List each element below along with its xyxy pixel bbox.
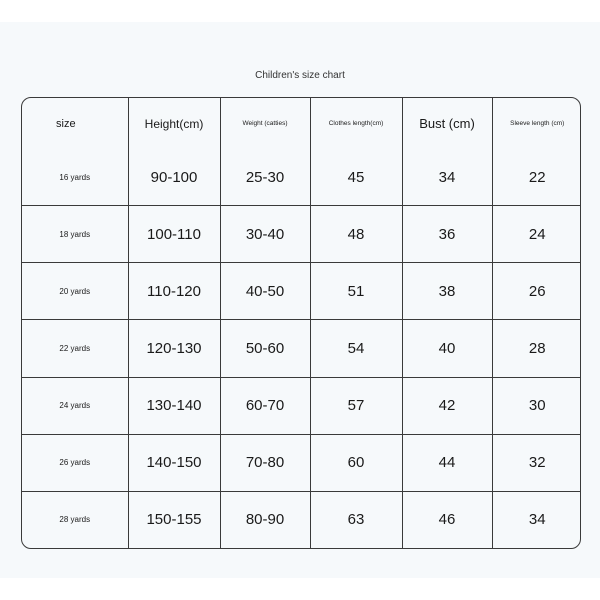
cell-bust: 34 xyxy=(402,149,492,206)
cell-height: 150-155 xyxy=(128,491,220,548)
table-row xyxy=(22,206,581,263)
cell-sleeve-length: 28 xyxy=(492,320,581,377)
cell-clothes-length: 48 xyxy=(310,206,402,263)
cell-sleeve-length: 34 xyxy=(492,491,581,548)
table-row xyxy=(22,491,581,548)
size-table-frame xyxy=(21,97,581,549)
cell-weight: 70-80 xyxy=(220,434,310,491)
table-row xyxy=(22,434,581,491)
cell-size: 22 yards xyxy=(22,320,128,377)
cell-weight: 80-90 xyxy=(220,491,310,548)
cell-size: 18 yards xyxy=(22,206,128,263)
cell-weight: 25-30 xyxy=(220,149,310,206)
cell-sleeve-length: 30 xyxy=(492,377,581,434)
cell-height: 90-100 xyxy=(128,149,220,206)
header-height: Height(cm) xyxy=(128,98,220,149)
cell-weight: 40-50 xyxy=(220,263,310,320)
cell-bust: 46 xyxy=(402,491,492,548)
cell-height: 140-150 xyxy=(128,434,220,491)
cell-sleeve-length: 22 xyxy=(492,149,581,206)
cell-clothes-length: 60 xyxy=(310,434,402,491)
cell-height: 110-120 xyxy=(128,263,220,320)
header-weight: Weight (catties) xyxy=(220,98,310,149)
size-table xyxy=(22,98,581,548)
cell-clothes-length: 57 xyxy=(310,377,402,434)
header-bust: Bust (cm) xyxy=(402,98,492,149)
cell-height: 130-140 xyxy=(128,377,220,434)
cell-clothes-length: 45 xyxy=(310,149,402,206)
header-sleeve-length: Sleeve length (cm) xyxy=(492,98,581,149)
cell-height: 120-130 xyxy=(128,320,220,377)
cell-bust: 40 xyxy=(402,320,492,377)
cell-size: 16 yards xyxy=(22,149,128,206)
cell-size: 26 yards xyxy=(22,434,128,491)
cell-height: 100-110 xyxy=(128,206,220,263)
table-row xyxy=(22,377,581,434)
table-row xyxy=(22,263,581,320)
cell-sleeve-length: 32 xyxy=(492,434,581,491)
chart-title: Children's size chart xyxy=(255,70,345,81)
header-row xyxy=(22,98,581,149)
cell-weight: 60-70 xyxy=(220,377,310,434)
cell-bust: 42 xyxy=(402,377,492,434)
cell-bust: 36 xyxy=(402,206,492,263)
table-row xyxy=(22,149,581,206)
header-clothes-length: Clothes length(cm) xyxy=(310,98,402,149)
cell-clothes-length: 54 xyxy=(310,320,402,377)
cell-sleeve-length: 26 xyxy=(492,263,581,320)
cell-sleeve-length: 24 xyxy=(492,206,581,263)
table-row xyxy=(22,320,581,377)
cell-size: 28 yards xyxy=(22,491,128,548)
cell-bust: 44 xyxy=(402,434,492,491)
cell-size: 24 yards xyxy=(22,377,128,434)
cell-clothes-length: 51 xyxy=(310,263,402,320)
cell-weight: 30-40 xyxy=(220,206,310,263)
header-size: size xyxy=(22,98,128,149)
cell-size: 20 yards xyxy=(22,263,128,320)
cell-clothes-length: 63 xyxy=(310,491,402,548)
cell-bust: 38 xyxy=(402,263,492,320)
cell-weight: 50-60 xyxy=(220,320,310,377)
